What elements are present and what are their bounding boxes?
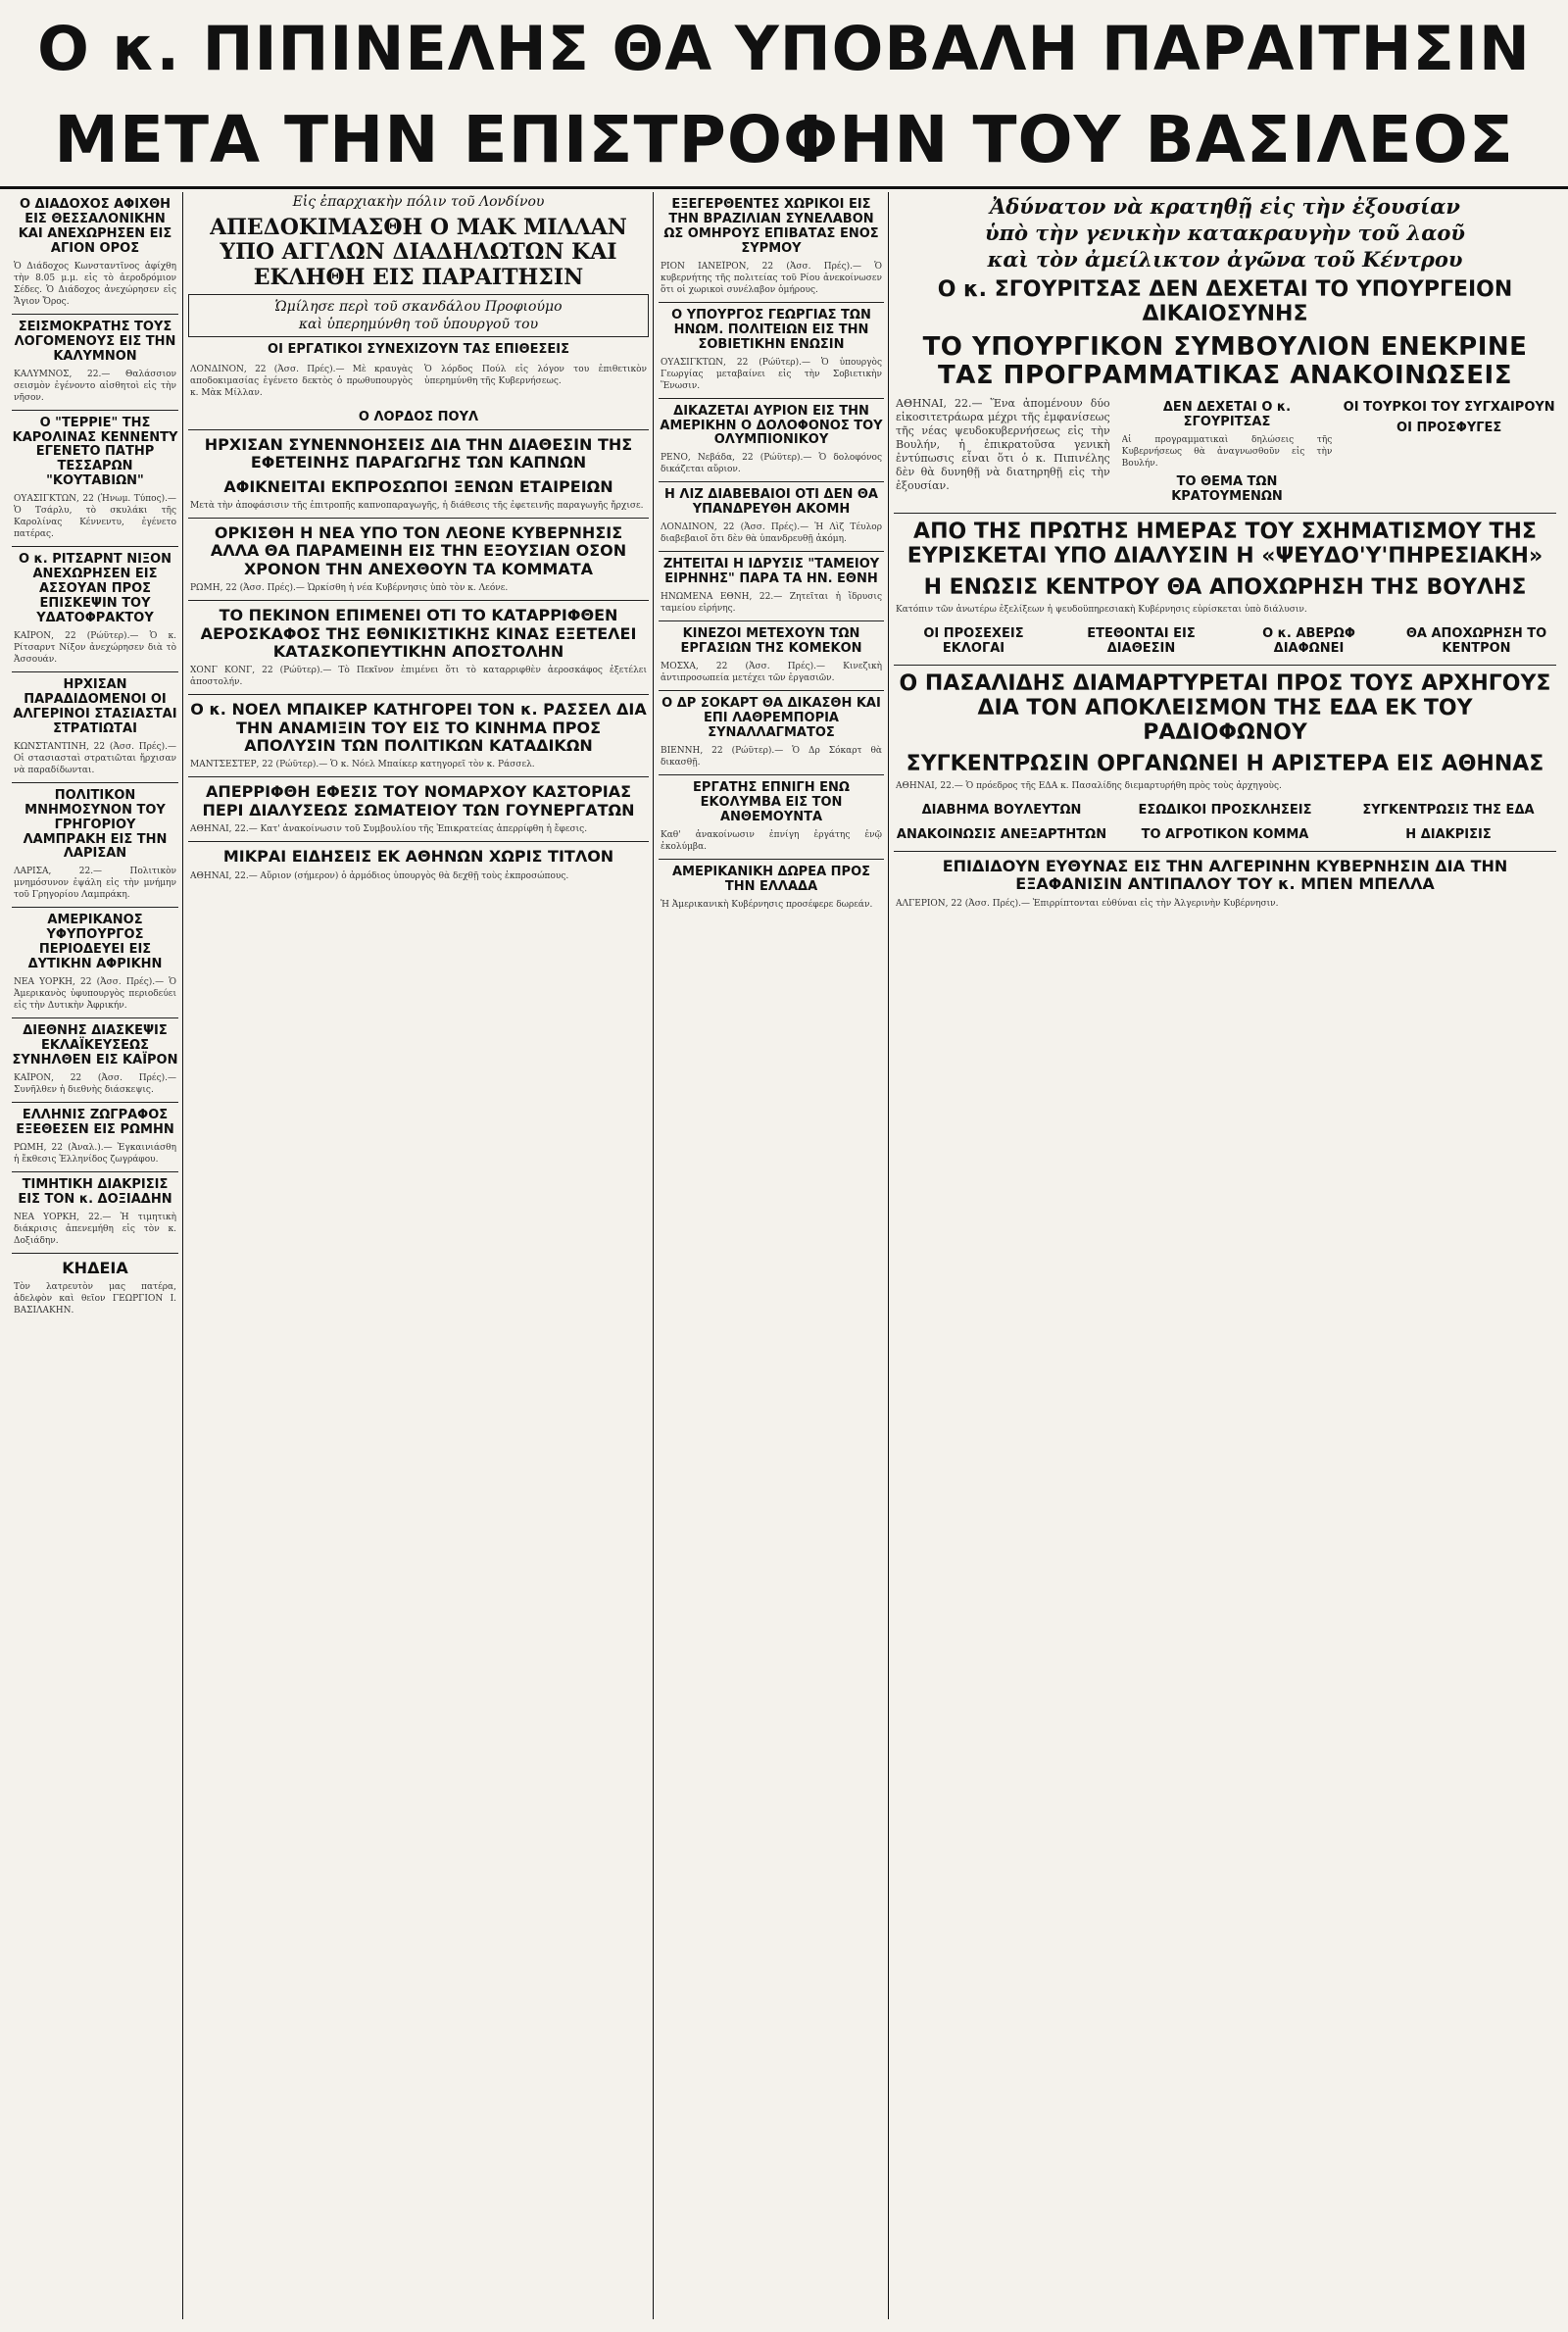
article-headline: Ο ΔΡ ΣΟΚΑΡΤ ΘΑ ΔΙΚΑΣΘΗ ΚΑΙ ΕΠΙ ΛΑΘΡΕΜΠΟΡΙΑ ΣΥΝΑΛΛΑΓΜΑΤΟΣ: [662, 696, 881, 740]
article-body: Κατόπιν τῶν ἀνωτέρω ἐξελίξεων ἡ ψευδοϋπηρεσιακὴ Κυβέρνησις εὑρίσκεται ὑπὸ διάλυσιν.: [896, 605, 1307, 616]
divider: [188, 429, 649, 430]
column-3: [659, 192, 884, 2322]
divider: [659, 551, 884, 552]
article: [12, 789, 178, 902]
article-headline: ΤΟ ΠΕΚΙΝΟΝ ΕΠΙΜΕΝΕΙ ΟΤΙ ΤΟ ΚΑΤΑΡΡΙΦΘΕΝ ΑΕΡΟΣΚΑΦΟΣ ΤΗΣ ΕΘΝΙΚΙΣΤΙΚΗΣ ΚΙΝΑΣ ΕΞΕΤΕΛΕΙ ΚΑΤΑΣΚΟΠΕΥΤΙΚΗΝ ΑΠΟΣΤΟΛΗΝ: [200, 606, 637, 661]
article: [12, 1024, 178, 1096]
article-headline: ΑΠΕΡΡΙΦΘΗ ΕΦΕΣΙΣ ΤΟΥ ΝΟΜΑΡΧΟΥ ΚΑΣΤΟΡΙΑΣ ΠΕΡΙ ΔΙΑΛΥΣΕΩΣ ΣΩΜΑΤΕΙΟΥ ΤΩΝ ΓΟΥΝΕΡΓΑΤΩΝ: [202, 782, 635, 819]
divider: [659, 774, 884, 775]
article-body: ΡΕΝΟ, Νεβάδα, 22 (Ρώϋτερ).— Ὁ δολοφόνος δικάζεται αὔριον.: [661, 453, 882, 475]
article-kicker: Εἰς ἐπαρχιακὴν πόλιν τοῦ Λονδίνου: [292, 194, 545, 210]
article-headline: Ο ΠΑΣΑΛΙΔΗΣ ΔΙΑΜΑΡΤΥΡΕΤΑΙ ΠΡΟΣ ΤΟΥΣ ΑΡΧΗΓΟΥΣ ΔΙΑ ΤΟΝ ΑΠΟΚΛΕΙΣΜΟΝ ΤΗΣ ΕΔΑ ΕΚ ΤΟΥ ΡΑΔΙΟΦΩΝΟΥ: [899, 670, 1551, 746]
article-body: ΑΛΓΕΡΙΟΝ, 22 (Ἀσσ. Πρές).— Ἐπιρρίπτονται εὐθύναι εἰς τὴν Ἀλγερινὴν Κυβέρνησιν.: [896, 898, 1279, 909]
article-body: Μετὰ τὴν ἀποφάσισιν τῆς ἐπιτροπῆς καπνοπαραγωγῆς, ἡ διάθεσις τῆς ἐφετεινῆς παραγωγῆς ἤρχισε.: [190, 500, 644, 511]
article: [12, 417, 178, 541]
article-body: ΟΥΑΣΙΓΚΤΩΝ, 22 (Ἡνωμ. Τύπος).— Ὁ Τσάρλυ, τὸ σκυλάκι τῆς Καρολίνας Κέννεντυ, ἐγένετο πατέρας.: [14, 494, 176, 540]
article-body: ΜΑΝΤΣΕΣΤΕΡ, 22 (Ρώϋτερ).— Ὁ κ. Νόελ Μπαίκερ κατηγορεῖ τὸν κ. Ράσσελ.: [190, 760, 535, 770]
article-body: Καθ' ἀνακοίνωσιν ἐπνίγη ἐργάτης ἐνῷ ἐκολύμβα.: [661, 829, 882, 852]
article-body: ΗΝΩΜΕΝΑ ΕΘΝΗ, 22.— Ζητεῖται ἡ ἵδρυσις ταμείου εἰρήνης.: [661, 592, 882, 615]
article-headline: Ο κ. ΡΙΤΣΑΡΝΤ ΝΙΞΟΝ ΑΝΕΧΩΡΗΣΕΝ ΕΙΣ ΑΣΣΟΥΑΝ ΠΡΟΣ ΕΠΙΣΚΕΨΙΝ ΤΟΥ ΥΔΑΤΟΦΡΑΚΤΟΥ: [18, 552, 172, 625]
article-body: Αἱ προγραμματικαὶ δηλώσεις τῆς Κυβερνήσεως θὰ ἀναγνωσθοῦν εἰς τὴν Βουλήν.: [1121, 435, 1333, 470]
article-headline: ΑΦΙΚΝΕΙΤΑΙ ΕΚΠΡΟΣΩΠΟΙ ΞΕΝΩΝ ΕΤΑΙΡΕΙΩΝ: [223, 476, 613, 496]
article-headline: Ο ΔΙΑΔΟΧΟΣ ΑΦΙΧΘΗ ΕΙΣ ΘΕΣΣΑΛΟΝΙΚΗΝ ΚΑΙ ΑΝΕΧΩΡΗΣΕΝ ΕΙΣ ΑΓΙΟΝ ΟΡΟΣ: [18, 197, 172, 256]
article: [12, 1260, 178, 1316]
article-body: Ὁ λόρδος Πούλ εἰς λόγον του ἐπιθετικὸν ὑπερημύνθη τῆς Κυβερνήσεως.: [424, 364, 647, 386]
divider: [12, 546, 178, 547]
article: [659, 405, 884, 476]
divider: [12, 410, 178, 411]
article-headline: Η ΛΙΖ ΔΙΑΒΕΒΑΙΟΙ ΟΤΙ ΔΕΝ ΘΑ ΥΠΑΝΔΡΕΥΘΗ ΑΚΟΜΗ: [664, 487, 878, 518]
article-headline: Ο "ΤΕΡΡΙΕ" ΤΗΣ ΚΑΡΟΛΙΝΑΣ ΚΕΝΝΕΝΤΥ ΕΓΕΝΕΤΟ ΠΑΤΗΡ ΤΕΣΣΑΡΩΝ "ΚΟΥΤΑΒΙΩΝ": [12, 415, 178, 489]
article-body: ΝΕΑ ΥΟΡΚΗ, 22 (Ἀσσ. Πρές).— Ὁ Ἀμερικανὸς ὑφυπουργὸς περιοδεύει εἰς τὴν Δυτικὴν Ἀφρικήν.: [14, 977, 176, 1012]
divider: [188, 600, 649, 601]
column-rule: [182, 192, 183, 2319]
article-headline: ΜΙΚΡΑΙ ΕΙΔΗΣΕΙΣ ΕΚ ΑΘΗΝΩΝ ΧΩΡΙΣ ΤΙΤΛΟΝ: [222, 847, 614, 867]
article-headline: ΤΙΜΗΤΙΚΗ ΔΙΑΚΡΙΣΙΣ ΕΙΣ ΤΟΝ κ. ΔΟΞΙΑΔΗΝ: [18, 1176, 172, 1207]
column-rule: [653, 192, 654, 2319]
article: [12, 321, 178, 404]
minihead-row: [894, 822, 1556, 847]
article-minihead: ΣΥΓΚΕΝΤΡΩΣΙΣ ΤΗΣ ΕΔΑ: [1362, 803, 1535, 819]
article-headline: ΖΗΤΕΙΤΑΙ Η ΙΔΡΥΣΙΣ "ΤΑΜΕΙΟΥ ΕΙΡΗΝΗΣ" ΠΑΡΑ ΤΑ ΗΝ. ΕΘΝΗ: [662, 557, 880, 587]
article-body: ΑΘΗΝΑΙ, 22.— Ἕνα ἀπομένουν δύο εἰκοσιτετράωρα μέχρι τῆς ἐμφανίσεως τῆς νέας ψευδοκυβερνήσεως εἰς τὴν Βουλήν, ἡ ἐπικρατοῦσα γενικὴ ἐντύπωσις εἶναι ὅτι ὁ κ. Πιπινέλης δὲν θὰ δυνηθῇ νὰ διατηρηθῇ εἰς τὴν ἐξουσίαν.: [896, 397, 1110, 493]
subhead-box: [188, 294, 649, 337]
divider: [894, 665, 1556, 666]
article: [659, 198, 884, 296]
lead-subhead: ὑπὸ τὴν γενικὴν κατακραυγὴν τοῦ λαοῦ: [985, 221, 1465, 245]
article-headline: ΗΡΧΙΣΑΝ ΠΑΡΑΔΙΔΟΜΕΝΟΙ ΟΙ ΑΛΓΕΡΙΝΟΙ ΣΤΑΣΙΑΣΤΑΙ ΣΤΡΑΤΙΩΤΑΙ: [13, 676, 177, 736]
article-headline: ΕΛΛΗΝΙΣ ΖΩΓΡΑΦΟΣ ΕΞΕΘΕΣΕΝ ΕΙΣ ΡΩΜΗΝ: [16, 1107, 174, 1137]
divider: [894, 513, 1556, 514]
divider: [12, 1253, 178, 1254]
article-body: ΚΑΪΡΟΝ, 22 (Ρώϋτερ).— Ὁ κ. Ρίτσαρντ Νίξον ἀνεχώρησεν διὰ τὸ Ἀσσουάν.: [14, 630, 176, 665]
column-2: [188, 192, 649, 2322]
article-minihead: ΔΕΝ ΔΕΧΕΤΑΙ Ο κ. ΣΓΟΥΡΙΤΣΑΣ: [1162, 400, 1292, 430]
lead-subhead: Ὡμίλησε περὶ τοῦ σκανδάλου Προφιούμο: [274, 298, 563, 315]
lead-subhead: καὶ τὸν ἀμείλικτον ἀγῶνα τοῦ Κέντρου: [987, 247, 1463, 272]
article-headline: ΚΙΝΕΖΟΙ ΜΕΤΕΧΟΥΝ ΤΩΝ ΕΡΓΑΣΙΩΝ ΤΗΣ ΚΟΜΕΚΟΝ: [680, 626, 862, 657]
article-minihead: ΔΙΑΒΗΜΑ ΒΟΥΛΕΥΤΩΝ: [921, 803, 1082, 819]
article: [659, 309, 884, 392]
article-body: ΛΑΡΙΣΑ, 22.— Πολιτικὸν μνημόσυνον ἐψάλη εἰς τὴν μνήμην τοῦ Γρηγορίου Λαμπράκη.: [14, 867, 176, 901]
divider: [659, 398, 884, 399]
article-body: ΑΘΗΝΑΙ, 22.— Κατ' ἀνακοίνωσιν τοῦ Συμβουλίου τῆς Ἐπικρατείας ἀπερρίφθη ἡ ἔφεσις.: [190, 824, 588, 835]
article-body: ΝΕΑ ΥΟΡΚΗ, 22.— Ἡ τιμητικὴ διάκρισις ἀπενεμήθη εἰς τὸν κ. Δοξιάδην.: [14, 1212, 176, 1246]
minihead-row: [894, 621, 1556, 661]
article: [12, 198, 178, 308]
article: [659, 781, 884, 853]
header-rule: [0, 186, 1568, 189]
article-body: ΑΘΗΝΑΙ, 22.— Αὔριον (σήμερον) ὁ ἀρμόδιος ὑπουργὸς θὰ δεχθῇ τοὺς ἐκπροσώπους.: [190, 870, 569, 881]
article-headline: ΑΜΕΡΙΚΑΝΙΚΗ ΔΩΡΕΑ ΠΡΟΣ ΤΗΝ ΕΛΛΑΔΑ: [671, 864, 871, 894]
article-body: ΛΟΝΔΙΝΟΝ, 22 (Ἀσσ. Πρές).— Ἡ Λὶζ Τέυλορ διαβεβαιοῖ ὅτι δὲν θὰ ὑπανδρευθῇ ἀκόμη.: [661, 522, 882, 545]
article-body: ΧΟΝΓ ΚΟΝΓ, 22 (Ρώϋτερ).— Τὸ Πεκῖνον ἐπιμένει ὅτι τὸ καταρριφθὲν ἀεροσκάφος ἐξετέλει ἀποστολήν.: [190, 666, 647, 688]
lead-minihead: ΟΙ ΕΡΓΑΤΙΚΟΙ ΣΥΝΕΧΙΖΟΥΝ ΤΑΣ ΕΠΙΘΕΣΕΙΣ: [268, 341, 569, 357]
divider: [894, 851, 1556, 852]
article-minihead: ΤΟ ΑΓΡΟΤΙΚΟΝ ΚΟΜΜΑ: [1141, 827, 1309, 843]
lead-text-columns: [894, 395, 1556, 509]
article-headline: ΤΟ ΥΠΟΥΡΓΙΚΟΝ ΣΥΜΒΟΥΛΙΟΝ ΕΝΕΚΡΙΝΕ ΤΑΣ ΠΡΟΓΡΑΜΜΑΤΙΚΑΣ ΑΝΑΚΟΙΝΩΣΕΙΣ: [922, 331, 1528, 391]
divider: [12, 1102, 178, 1103]
banner-headline-2: ΜΕΤΑ ΤΗΝ ΕΠΙΣΤΡΟΦΗΝ ΤΟΥ ΒΑΣΙΛΕΟΣ: [54, 102, 1514, 177]
article-headline: ΗΡΧΙΣΑΝ ΣΥΝΕΝΝΟΗΣΕΙΣ ΔΙΑ ΤΗΝ ΔΙΑΘΕΣΙΝ ΤΗΣ ΕΦΕΤΕΙΝΗΣ ΠΑΡΑΓΩΓΗΣ ΤΩΝ ΚΑΠΝΩΝ: [204, 434, 633, 472]
article-minihead: ΘΑ ΑΠΟΧΩΡΗΣΗ ΤΟ ΚΕΝΤΡΟΝ: [1405, 626, 1547, 656]
article: [659, 627, 884, 684]
article-body: ΑΘΗΝΑΙ, 22.— Ὁ πρόεδρος τῆς ΕΔΑ κ. Πασαλίδης διεμαρτυρήθη πρὸς τοὺς ἀρχηγοὺς.: [896, 781, 1282, 792]
divider: [188, 694, 649, 695]
article-headline: ΚΗΔΕΙΑ: [62, 1258, 128, 1277]
article: [12, 914, 178, 1012]
column-rule: [888, 192, 889, 2319]
article-body: Ἡ Ἀμερικανικὴ Κυβέρνησις προσέφερε δωρεάν.: [661, 899, 873, 910]
article-body: ΚΩΝΣΤΑΝΤΙΝΗ, 22 (Ἀσσ. Πρές).— Οἱ στασιασταὶ στρατιῶται ἤρχισαν νὰ παραδίδωνται.: [14, 741, 176, 775]
article-body: Ὁ Διάδοχος Κωνσταντῖνος ἀφίχθη τὴν 8.05 μ.μ. εἰς τὸ ἀεροδρόμιον Σέδες. Ὁ Διάδοχος ἀνεχώρησεν εἰς Ἅγιον Ὄρος.: [14, 261, 176, 307]
lead-text-columns: [188, 362, 649, 405]
lead-subhead: Ἀδύνατον νὰ κρατηθῇ εἰς τὴν ἐξουσίαν: [990, 194, 1460, 219]
divider: [659, 859, 884, 860]
divider: [188, 841, 649, 842]
article-headline: ΕΡΓΑΤΗΣ ΕΠΝΙΓΗ ΕΝΩ ΕΚΟΛΥΜΒΑ ΕΙΣ ΤΟΝ ΑΝΘΕΜΟΥΝΤΑ: [693, 779, 850, 824]
article-minihead: ΤΟ ΘΕΜΑ ΤΩΝ ΚΡΑΤΟΥΜΕΝΩΝ: [1171, 474, 1283, 505]
article-headline: ΔΙΚΑΖΕΤΑΙ ΑΥΡΙΟΝ ΕΙΣ ΤΗΝ ΑΜΕΡΙΚΗΝ Ο ΔΟΛΟΦΟΝΟΣ ΤΟΥ ΟΛΥΜΠΙΟΝΙΚΟΥ: [660, 403, 883, 448]
article-minihead: Ο κ. ΑΒΕΡΩΦ ΔΙΑΦΩΝΕΙ: [1262, 626, 1355, 656]
article-body: ΛΟΝΔΙΝΟΝ, 22 (Ἀσσ. Πρές).— Μὲ κραυγὰς αποδοκιμασίας ἐγένετο δεκτὸς ὁ πρωθυπουργὸς κ. Μὰκ Μίλλαν.: [190, 364, 413, 398]
article-minihead: ΑΝΑΚΟΙΝΩΣΙΣ ΑΝΕΞΑΡΤΗΤΩΝ: [896, 827, 1107, 843]
article: [12, 553, 178, 666]
article-minihead: ΕΣΩΔΙΚΟΙ ΠΡΟΣΚΛΗΣΕΙΣ: [1138, 803, 1312, 819]
divider: [12, 671, 178, 672]
divider: [12, 782, 178, 783]
divider: [12, 314, 178, 315]
article-headline: Ο κ. ΣΓΟΥΡΙΤΣΑΣ ΔΕΝ ΔΕΧΕΤΑΙ ΤΟ ΥΠΟΥΡΓΕΙΟΝ ΔΙΚΑΙΟΣΥΝΗΣ: [937, 277, 1513, 327]
article: [659, 697, 884, 769]
article: [659, 558, 884, 615]
divider: [659, 302, 884, 303]
article-headline: ΑΠΟ ΤΗΣ ΠΡΩΤΗΣ ΗΜΕΡΑΣ ΤΟΥ ΣΧΗΜΑΤΙΣΜΟΥ ΤΗΣ ΕΥΡΙΣΚΕΤΑΙ ΥΠΟ ΔΙΑΛΥΣΙΝ Η «ΨΕΥΔΟ'Υ'ΠΗΡΕΣΙΑΚΗ»: [906, 520, 1544, 570]
lead-subhead: καὶ ὑπερημύνθη τοῦ ὑπουργοῦ του: [298, 316, 539, 332]
lead-headline: ΑΠΕΔΟΚΙΜΑΣΘΗ Ο ΜΑΚ ΜΙΛΛΑΝ ΥΠΟ ΑΓΓΛΩΝ ΔΙΑΔΗΛΩΤΩΝ ΚΑΙ ΕΚΛΗΘΗ ΕΙΣ ΠΑΡΑΙΤΗΣΙΝ: [210, 215, 627, 290]
article-minihead: Η ΔΙΑΚΡΙΣΙΣ: [1405, 827, 1492, 843]
divider: [12, 1017, 178, 1018]
article-body: ΚΑΛΥΜΝΟΣ, 22.— Θαλάσσιον σεισμὸν ἐγένοντο αἰσθητοὶ εἰς τὴν νῆσον.: [14, 369, 176, 403]
article-body: Τὸν λατρευτὸν μας πατέρα, ἀδελφὸν καὶ θεῖον ΓΕΩΡΓΙΟΝ Ι. ΒΑΣΙΛΑΚΗΝ.: [14, 1282, 176, 1316]
divider: [12, 1171, 178, 1172]
article-minihead: ΕΤΕΘΟΝΤΑΙ ΕΙΣ ΔΙΑΘΕΣΙΝ: [1087, 626, 1196, 656]
article-headline: Η ΕΝΩΣΙΣ ΚΕΝΤΡΟΥ ΘΑ ΑΠΟΧΩΡΗΣΗ ΤΗΣ ΒΟΥΛΗΣ: [923, 574, 1527, 600]
divider: [659, 481, 884, 482]
lead-minihead: Ο ΛΟΡΔΟΣ ΠΟΥΛ: [358, 409, 479, 424]
article-minihead: ΟΙ ΤΟΥΡΚΟΙ ΤΟΥ ΣΥΓΧΑΙΡΟΥΝ: [1343, 400, 1555, 416]
article-minihead: ΟΙ ΠΡΟΣΦΥΓΕΣ: [1396, 421, 1502, 436]
divider: [659, 690, 884, 691]
article-body: ΚΑΪΡΟΝ, 22 (Ἀσσ. Πρές).— Συνῆλθεν ἡ διεθνὴς διάσκεψις.: [14, 1072, 176, 1095]
article-headline: Ο κ. ΝΟΕΛ ΜΠΑΙΚΕΡ ΚΑΤΗΓΟΡΕΙ ΤΟΝ κ. ΡΑΣΣΕΛ ΔΙΑ ΤΗΝ ΑΝΑΜΙΞΙΝ ΤΟΥ ΕΙΣ ΤΟ ΚΙΝΗΜΑ ΠΡΟΣ ΑΠΟΛΥΣΙΝ ΤΩΝ ΠΟΛΙΤΙΚΩΝ ΚΑΤΑΔΙΚΩΝ: [190, 700, 647, 756]
divider: [12, 907, 178, 908]
article: [659, 488, 884, 545]
divider: [188, 776, 649, 777]
column-4: [894, 192, 1556, 2322]
divider: [659, 620, 884, 621]
article-headline: ΠΟΛΙΤΙΚΟΝ ΜΝΗΜΟΣΥΝΟΝ ΤΟΥ ΓΡΗΓΟΡΙΟΥ ΛΑΜΠΡΑΚΗ ΕΙΣ ΤΗΝ ΛΑΡΙΣΑΝ: [23, 787, 168, 862]
article-body: ΜΟΣΧΑ, 22 (Ἀσσ. Πρές).— Κινεζικὴ ἀντιπροσωπεία μετέχει τῶν ἐργασιῶν.: [661, 662, 882, 683]
banner-headline-1: Ο κ. ΠΙΠΙΝΕΛΗΣ ΘΑ ΥΠΟΒΑΛΗ ΠΑΡΑΙΤΗΣΙΝ: [37, 13, 1531, 84]
article-body: ΡΙΟΝ ΙΑΝΕΪΡΟΝ, 22 (Ἀσσ. Πρές).— Ὁ κυβερνήτης τῆς πολιτείας τοῦ Ρίου ἀνεκοίνωσεν ὅτι οἱ χωρικοὶ συνέλαβον ὁμήρους.: [661, 261, 882, 295]
article-body: ΡΩΜΗ, 22 (Ἀναλ.).— Ἐγκαινιάσθη ἡ ἔκθεσις Ἑλληνίδος ζωγράφου.: [14, 1142, 176, 1165]
article: [12, 678, 178, 776]
article-minihead: ΟΙ ΠΡΟΣΕΧΕΙΣ ΕΚΛΟΓΑΙ: [923, 626, 1024, 656]
article: [12, 1109, 178, 1166]
article: [659, 866, 884, 911]
article: [12, 1178, 178, 1247]
column-1: [12, 192, 178, 2322]
side-column: [1342, 395, 1556, 509]
article-headline: ΕΞΕΓΕΡΘΕΝΤΕΣ ΧΩΡΙΚΟΙ ΕΙΣ ΤΗΝ ΒΡΑΖΙΛΙΑΝ ΣΥΝΕΛΑΒΟΝ ΩΣ ΟΜΗΡΟΥΣ ΕΠΙΒΑΤΑΣ ΕΝΟΣ ΣΥΡΜΟΥ: [663, 197, 879, 256]
article-body: ΒΙΕΝΝΗ, 22 (Ρώϋτερ).— Ὁ Δρ Σόκαρτ θὰ δικασθῇ.: [661, 745, 882, 768]
side-column: [1120, 395, 1335, 509]
article-body: ΡΩΜΗ, 22 (Ἀσσ. Πρές).— Ὡρκίσθη ἡ νέα Κυβέρνησις ὑπὸ τὸν κ. Λεόνε.: [190, 583, 509, 594]
article-body: ΟΥΑΣΙΓΚΤΩΝ, 22 (Ρώϋτερ).— Ὁ ὑπουργὸς Γεωργίας μεταβαίνει εἰς τὴν Σοβιετικὴν Ἕνωσιν.: [661, 357, 882, 391]
article-headline: ΔΙΕΘΝΗΣ ΔΙΑΣΚΕΨΙΣ ΕΚΛΑΪΚΕΥΣΕΩΣ ΣΥΝΗΛΘΕΝ ΕΙΣ ΚΑΪΡΟΝ: [12, 1023, 178, 1067]
divider: [188, 518, 649, 519]
article-headline: ΕΠΙΔΙΔΟΥΝ ΕΥΘΥΝΑΣ ΕΙΣ ΤΗΝ ΑΛΓΕΡΙΝΗΝ ΚΥΒΕΡΝΗΣΙΝ ΔΙΑ ΤΗΝ ΕΞΑΦΑΝΙΣΙΝ ΑΝΤΙΠΑΛΟΥ ΤΟΥ κ. ΜΠΕΝ ΜΠΕΛΛΑ: [942, 856, 1508, 894]
article-headline: ΑΜΕΡΙΚΑΝΟΣ ΥΦΥΠΟΥΡΓΟΣ ΠΕΡΙΟΔΕΥΕΙ ΕΙΣ ΔΥΤΙΚΗΝ ΑΦΡΙΚΗΝ: [27, 913, 163, 972]
article-headline: Ο ΥΠΟΥΡΓΟΣ ΓΕΩΡΓΙΑΣ ΤΩΝ ΗΝΩΜ. ΠΟΛΙΤΕΙΩΝ ΕΙΣ ΤΗΝ ΣΟΒΙΕΤΙΚΗΝ ΕΝΩΣΙΝ: [671, 307, 871, 352]
article-headline: ΣΕΙΣΜΟΚΡΑΤΗΣ ΤΟΥΣ ΛΟΓΟΜΕΝΟΥΣ ΕΙΣ ΤΗΝ ΚΑΛΥΜΝΟΝ: [14, 319, 176, 364]
minihead-row: [894, 798, 1556, 822]
article-headline: ΟΡΚΙΣΘΗ Η ΝΕΑ ΥΠΟ ΤΟΝ ΛΕΟΝΕ ΚΥΒΕΡΝΗΣΙΣ ΑΛΛΑ ΘΑ ΠΑΡΑΜΕΙΝΗ ΕΙΣ ΤΗΝ ΕΞΟΥΣΙΑΝ ΟΣΟΝ ΧΡΟΝΟΝ ΤΗΝ ΑΝΕΧΘΟΥΝ ΤΑ ΚΟΜΜΑΤΑ: [210, 522, 627, 578]
article-headline: ΣΥΓΚΕΝΤΡΩΣΙΝ ΟΡΓΑΝΩΝΕΙ Η ΑΡΙΣΤΕΡΑ ΕΙΣ ΑΘΗΝΑΣ: [906, 751, 1544, 776]
